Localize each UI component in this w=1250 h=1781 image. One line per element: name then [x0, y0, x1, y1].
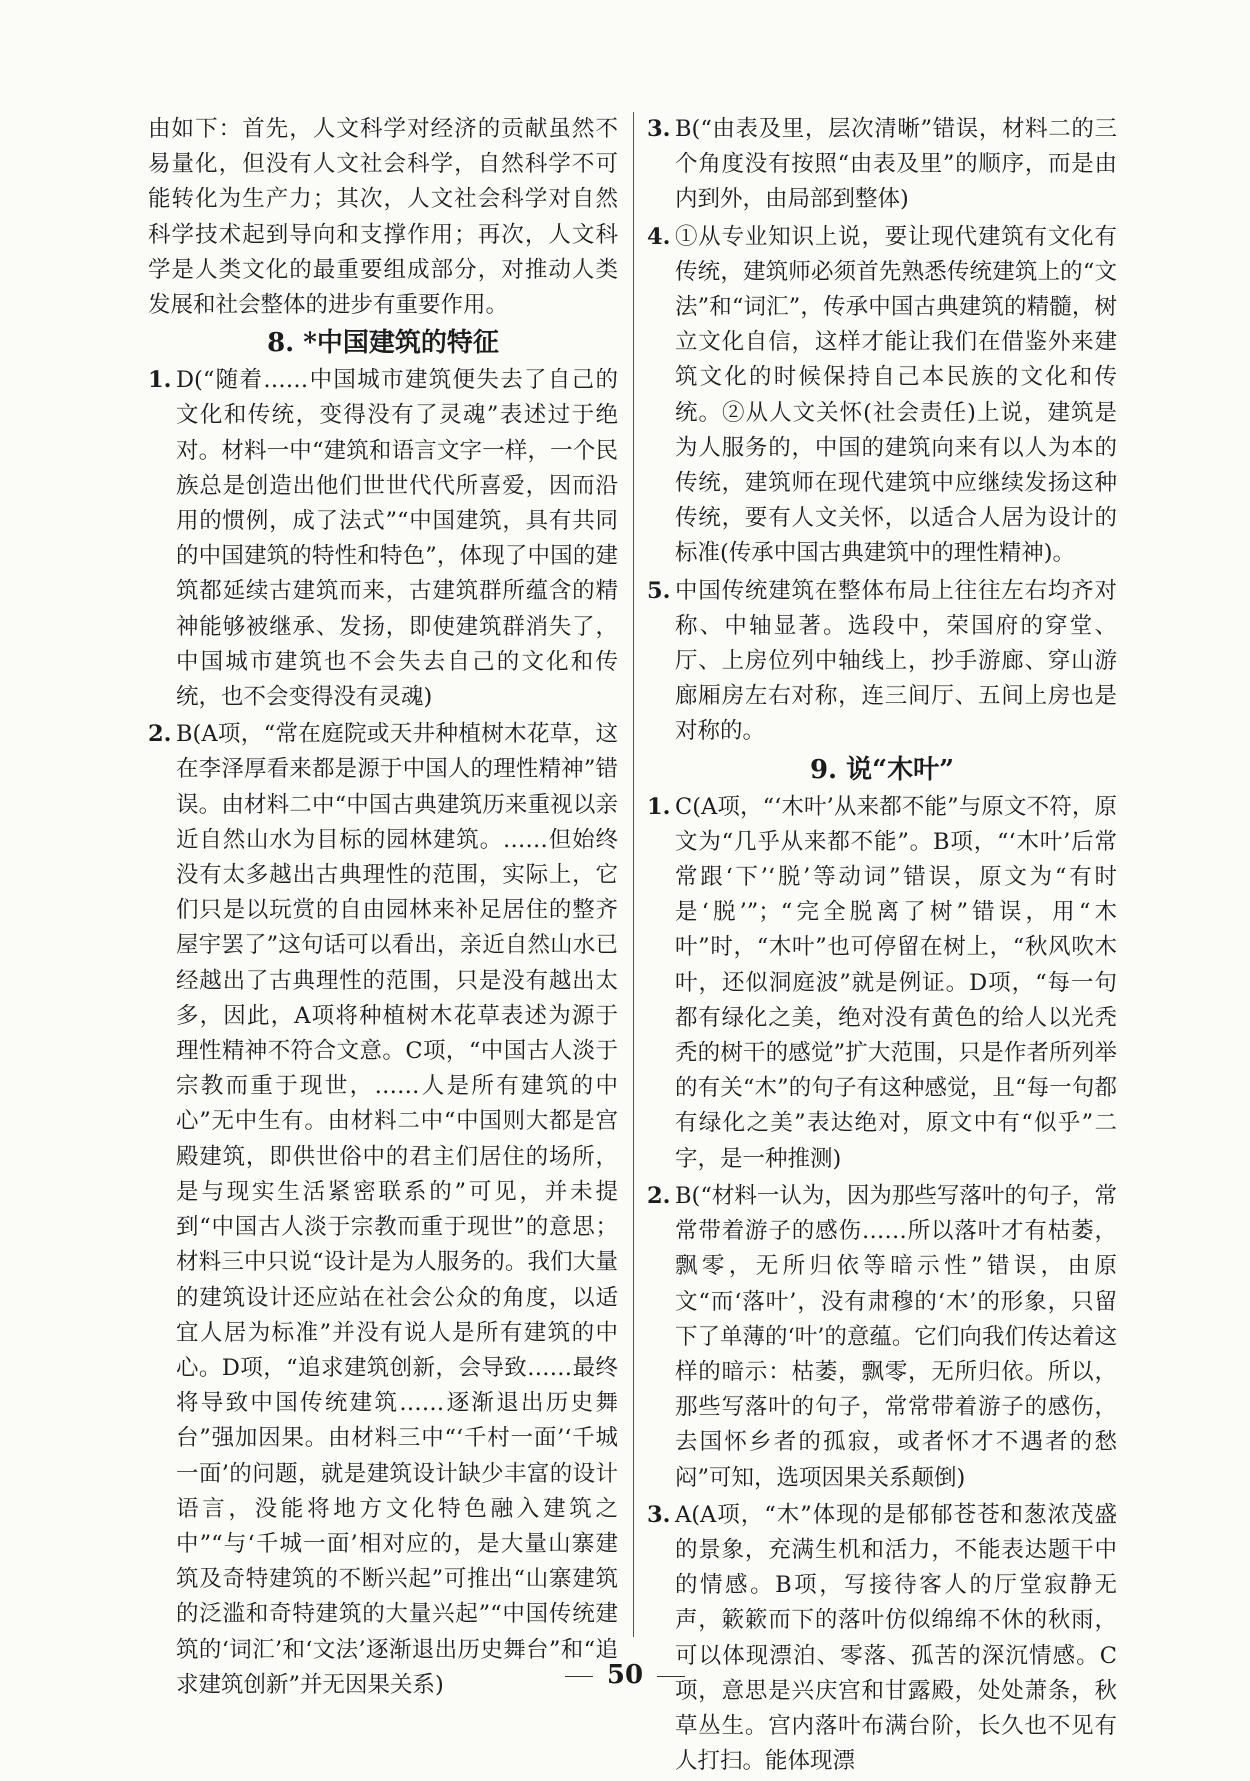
dash-left [565, 1676, 593, 1677]
answer-item [647, 574, 1117, 750]
answer-item [647, 220, 1117, 572]
section-heading-8: 8. *中国建筑的特征 [267, 328, 499, 359]
item-text: D(“随着……中国城市建筑便失去了自己的文化和传统，变得没有了灵魂”表述过于绝对。材料一中“建筑和语言文字一样，一个民族总是创造出他们世世代代所喜爱，因而沿用的惯例，成了法式”“中国建筑，具有共同的中国建筑的特性和特色”，体现了中国的建筑都延续古建筑而来，古建筑群所蕴含的精神能够被继承、发扬，即使建筑群消失了，中国城市建筑也不会失去自己的文化和传统，也不会变得没有灵魂) [176, 367, 618, 711]
item-number: 1. [148, 367, 172, 394]
item-text: B(“由表及里，层次清晰”错误，材料二的三个角度没有按照“由表及里”的顺序，而是由内到外，由局部到整体) [675, 116, 1117, 213]
left-column [148, 112, 618, 1705]
section-heading-9: 9. 说“木叶” [809, 754, 955, 785]
item-number: 2. [148, 721, 172, 748]
page-number: 50 [606, 1660, 644, 1690]
item-text: B(A项，“常在庭院或天井种植树木花草，这在李泽厚看来都是源于中国人的理性精神”错误。由材料二中“中国古典建筑历来重视以亲近自然山水为目标的园林建筑。……但始终没有太多越出古典理性的范围，实际上，它们只是以玩赏的自由园林来补足居住的整齐屋宇罢了”这句话可以看出，亲近自然山水已经越出了古典理性的范围，只是没有越出太多，因此，A项将种植树木花草表述为源于理性精神不符合文意。C项，“中国古人淡于宗教而重于现世，……人是所有建筑的中心”无中生有。由材料二中“中国则大都是宫殿建筑，即供世俗中的君主们居住的场所，是与现实生活紧密联系的”可见，并未提到“中国古人淡于宗教而重于现世”的意思；材料三中只说“设计是为人服务的。我们大量的建筑设计还应站在社会公众的角度，以适宜人居为标准”并没有说人是所有建筑的中心。D项，“追求建筑创新，会导致……最终将导致中国传统建筑……逐渐退出历史舞台”强加因果。由材料三中“‘千村一面’‘千城一面’的问题，就是建筑设计缺少丰富的设计语言，没能将地方文化特色融入建筑之中”“与‘千城一面’相对应的，是大量山寨建筑及奇特建筑的不断兴起”可推出“山寨建筑的泛滥和奇特建筑的大量兴起”“中国传统建筑的‘词汇’和‘文法’逐渐退出历史舞台”和“追求建筑创新”并无因果关系) [176, 721, 618, 1698]
item-text: B(“材料一认为，因为那些写落叶的句子，常常带着游子的感伤……所以落叶才有枯萎，飘零，无所归依等暗示性”错误，由原文“而‘落叶’，没有肃穆的‘木’的形象，只留下了单薄的‘叶’的意蕴。它们向我们传达着这样的暗示：枯萎，飘零，无所归依。所以，那些写落叶的句子，常常带着游子的感伤，去国怀乡者的孤寂，或者怀才不遇者的愁闷”可知，选项因果关系颠倒) [675, 1182, 1117, 1491]
column-divider [633, 112, 634, 1637]
answer-item [148, 717, 618, 1703]
answer-item [148, 363, 618, 715]
intro-paragraph: 由如下：首先，人文科学对经济的贡献虽然不易量化，但没有人文社会科学，自然科学不可能转化为生产力；其次，人文社会科学对自然科学技术起到导向和支撑作用；再次，人文科学是人类文化的最重要组成部分，对推动人类发展和社会整体的进步有重要作用。 [148, 116, 618, 319]
item-number: 1. [647, 793, 671, 820]
item-number: 5. [647, 577, 671, 604]
answer-item [647, 112, 1117, 218]
dash-right [657, 1676, 685, 1677]
item-text: C(A项，“‘木叶’从来都不能”与原文不符，原文为“几乎从来都不能”。B项，“‘木叶’后常常跟‘下’‘脱’等动词”错误，原文为“有时是‘脱’”；“完全脱离了树”错误，用“木叶”时，“木叶”也可停留在树上，“秋风吹木叶，还似洞庭波”就是例证。D项，“每一句都有绿化之美，绝对没有黄色的给人以光秃秃的树干的感觉”扩大范围，只是作者所列举的有关“木”的句子有这种感觉，且“每一句都有绿化之美”表达绝对，原文中有“似乎”二字，是一种推测) [675, 793, 1117, 1172]
item-number: 4. [647, 223, 671, 250]
answer-item [647, 1179, 1117, 1496]
right-column [647, 112, 1117, 1781]
answer-item [647, 1498, 1117, 1780]
item-number: 2. [647, 1182, 671, 1209]
item-number: 3. [647, 1501, 671, 1528]
item-number: 3. [647, 116, 671, 142]
item-text: A(A项，“木”体现的是郁郁苍苍和葱浓茂盛的景象，充满生机和活力，不能表达题干中的情感。B项，写接待客人的厅堂寂静无声，簌簌而下的落叶仿似绵绵不休的秋雨，可以体现漂泊、零落、孤苦的深沉情感。C项，意思是兴庆宫和甘露殿，处处萧条，秋草丛生。宫内落叶布满台阶，长久也不见有人打扫。能体现漂 [675, 1501, 1117, 1775]
item-text: ①从专业知识上说，要让现代建筑有文化有传统，建筑师必须首先熟悉传统建筑上的“文法”和“词汇”，传承中国古典建筑的精髓，树立文化自信，这样才能让我们在借鉴外来建筑文化的时候保持自己本民族的文化和传统。②从人文关怀(社会责任)上说，建筑是为人服务的，中国的建筑向来有以人为本的传统，建筑师在现代建筑中应继续发扬这种传统，要有人文关怀，以适合人居为设计的标准(传承中国古典建筑中的理性精神)。 [675, 223, 1117, 567]
answer-item [647, 790, 1117, 1177]
page-number-footer [0, 1660, 1250, 1690]
item-text: 中国传统建筑在整体布局上往往左右均齐对称、中轴显著。选段中，荣国府的穿堂、厅、上房位列中轴线上，抄手游廊、穿山游廊厢房左右对称，连三间厅、五间上房也是对称的。 [675, 577, 1117, 745]
